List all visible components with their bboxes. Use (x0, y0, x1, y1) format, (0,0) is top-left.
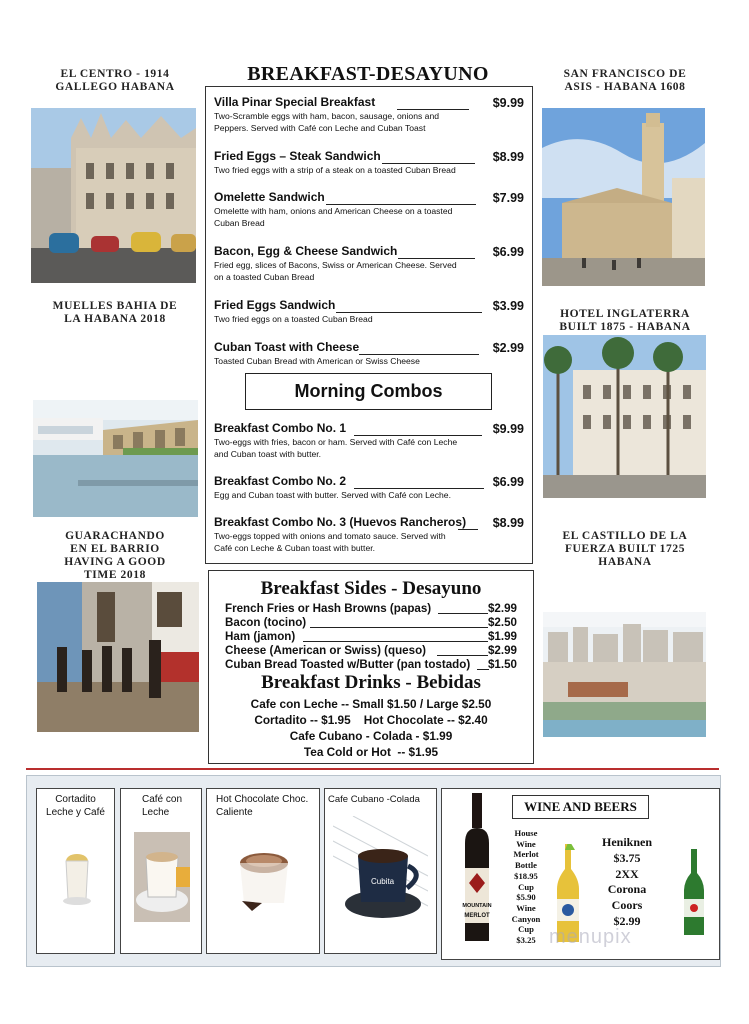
photo-el-centro (31, 108, 196, 283)
caption-line: GALLEGO HABANA (55, 81, 175, 93)
leader-line (326, 204, 476, 205)
leader-line (458, 529, 478, 530)
item-price: $3.99 (492, 299, 524, 313)
beer-line: $3.75 (613, 850, 641, 865)
item-price: $6.99 (492, 475, 524, 489)
caption-line: EL CASTILLO DE LA (562, 530, 688, 542)
leader-line (382, 163, 475, 164)
red-divider (26, 768, 719, 770)
menu-item (214, 340, 524, 368)
caption-muelles (30, 300, 200, 326)
drinks-title: Breakfast Drinks - Bebidas (261, 672, 481, 693)
mug-label: Cubita (371, 877, 395, 886)
item-price: $2.99 (492, 341, 524, 355)
photo-card-cafe-cubano (324, 788, 437, 954)
beer-price-list (592, 835, 662, 930)
cup-label: Café con Leche (142, 794, 183, 818)
wine-line: Wine (516, 838, 536, 849)
item-name: Breakfast Combo No. 1 (214, 421, 347, 435)
item-name: Cuban Toast with Cheese (214, 340, 360, 354)
wine-line: Canyon (511, 913, 541, 924)
leader-line (354, 435, 482, 436)
caption-line: TIME 2018 (84, 569, 146, 581)
caption-line: EN EL BARRIO (70, 543, 160, 555)
caption-line: LA HABANA 2018 (64, 313, 166, 325)
wine-line: $3.25 (516, 935, 536, 946)
photo-guarachando (37, 582, 199, 732)
item-price: $7.99 (492, 191, 524, 205)
side-row (225, 616, 517, 630)
leader-line (310, 627, 488, 628)
cup-label: Cafe Cubano -Colada (328, 794, 420, 805)
side-price: $2.50 (487, 616, 517, 629)
photo-card-cafe-con-leche (120, 788, 202, 954)
drink-line: Cortadito -- $1.95 Hot Chocolate -- $2.40 (254, 713, 488, 727)
caption-line: EL CENTRO - 1914 (60, 68, 170, 80)
photo-san-francisco (542, 108, 705, 286)
menu-item (214, 149, 524, 177)
leader-line (438, 613, 488, 614)
caption-line: HAVING A GOOD (64, 556, 166, 568)
caption-line: FUERZA BUILT 1725 (564, 543, 686, 555)
item-desc: Two-Scramble eggs with ham, bacon, sausage, onions and Peppers. Served with Café con Leche and Cuban Toast (214, 111, 439, 133)
item-name: Bacon, Egg & Cheese Sandwich (214, 244, 398, 258)
wine-line: Bottle (515, 860, 537, 871)
cafe-con-leche-image (134, 832, 190, 922)
side-name: Cuban Bread Toasted w/Butter (pan tostado) (225, 658, 471, 671)
combo-item (214, 474, 524, 502)
wine-line: Merlot (513, 849, 539, 860)
side-price: $2.99 (487, 644, 517, 657)
item-name: Breakfast Combo No. 2 (214, 474, 347, 488)
wine-price-list (504, 828, 548, 946)
cafe-cubano-mug-image (333, 816, 428, 936)
item-price: $8.99 (492, 516, 524, 530)
caption-line: HABANA (598, 556, 652, 568)
wine-line: Wine (516, 902, 536, 913)
wine-line: $5.90 (516, 892, 536, 903)
leader-line (336, 312, 482, 313)
wine-line: Cup (518, 924, 534, 935)
wine-line: House (514, 828, 538, 838)
caption-hotel-inglaterra (536, 308, 714, 334)
beer-line: Heniknen (601, 835, 652, 849)
wine-beers-title: WINE AND BEERS (524, 799, 637, 814)
beer-line: Coors (611, 898, 643, 913)
item-desc: Two fried eggs with a strip of a steak on a toasted Cuban Bread (214, 165, 456, 175)
side-name: Ham (jamon) (225, 630, 296, 643)
combo-item (214, 515, 524, 554)
drink-line: Tea Cold or Hot -- $1.95 (303, 745, 439, 759)
menu-item (214, 298, 524, 326)
menu-item (214, 190, 524, 229)
beer-line: 2XX (615, 866, 639, 881)
menu-item (214, 95, 524, 134)
leader-line (303, 641, 488, 642)
item-desc: Two-eggs topped with onions and tomato sauce. Served with Café con Leche & Cuban toast with butter. (214, 531, 446, 553)
caption-line: MUELLES BAHIA DE (52, 300, 178, 312)
caption-line: ASIS - HABANA 1608 (564, 81, 686, 93)
cortadito-cup-image (52, 839, 102, 929)
side-price: $1.50 (487, 658, 517, 671)
item-desc: Omelette with ham, onions and American Cheese on a toasted Cuban Bread (214, 206, 453, 228)
wine-line: $18.95 (514, 870, 538, 881)
item-name: Fried Eggs – Steak Sandwich (214, 149, 381, 163)
sides-title: Breakfast Sides - Desayuno (260, 578, 482, 599)
menu-item (214, 244, 524, 283)
item-name: Villa Pinar Special Breakfast (214, 95, 376, 109)
side-price: $1.99 (487, 630, 517, 643)
leader-line (354, 488, 484, 489)
caption-el-centro (30, 68, 200, 94)
photo-castillo (543, 612, 706, 737)
caption-guarachando (30, 530, 200, 582)
photo-hotel-inglaterra (543, 335, 706, 498)
caption-san-francisco (536, 68, 714, 94)
morning-combos-box (245, 373, 492, 410)
photo-card-hot-chocolate (206, 788, 320, 954)
bottom-strip (26, 775, 721, 967)
item-price: $6.99 (492, 245, 524, 259)
caption-line: GUARACHANDO (65, 530, 165, 542)
item-desc: Fried egg, slices of Bacons, Swiss or American Cheese. Served on a toasted Cuban Bread (214, 260, 457, 282)
cup-label: Cortadito Leche y Café (46, 794, 105, 818)
item-price: $9.99 (492, 96, 524, 110)
item-name: Omelette Sandwich (214, 190, 325, 204)
item-price: $9.99 (492, 422, 524, 436)
drink-line: Cafe Cubano - Colada - $1.99 (289, 729, 453, 743)
heineken-bottle-image (682, 849, 706, 937)
side-row (225, 602, 517, 616)
item-name: Fried Eggs Sandwich (214, 298, 336, 312)
breakfast-panel (205, 86, 533, 564)
beer-line: $2.99 (613, 913, 641, 928)
photo-card-cortadito (36, 788, 115, 954)
caption-line: SAN FRANCISCO DE (563, 68, 687, 80)
cup-label: Hot Chocolate Choc. Caliente (216, 794, 309, 818)
item-desc: Egg and Cuban toast with butter. Served with Café con Leche. (214, 490, 451, 500)
sides-drinks-panel (208, 570, 534, 764)
item-desc: Two-eggs with fries, bacon or ham. Served with Café con Leche and Cuban toast with butter. (214, 437, 458, 459)
drink-line: Cafe con Leche -- Small $1.50 / Large $2.50 (250, 697, 492, 711)
item-name: Breakfast Combo No. 3 (Huevos Rancheros) (214, 515, 467, 529)
item-desc: Toasted Cuban Bread with American or Swiss Cheese (214, 356, 420, 366)
photo-muelles (33, 400, 198, 517)
wine-line: Cup (518, 881, 534, 892)
caption-line: BUILT 1875 - HABANA (559, 321, 691, 333)
side-name: French Fries or Hash Browns (papas) (225, 602, 432, 615)
caption-line: HOTEL INGLATERRA (560, 308, 690, 320)
beer-line: Corona (607, 882, 647, 897)
side-price: $2.99 (487, 602, 517, 615)
wine-beers-title-box (512, 795, 649, 819)
merlot-bottle-image (457, 793, 497, 945)
side-row (225, 630, 517, 644)
bottle-label-line2: MERLOT (464, 913, 490, 919)
leader-line (397, 109, 469, 110)
combo-item (214, 421, 524, 460)
leader-line (437, 655, 488, 656)
watermark: menupix (549, 926, 632, 948)
side-name: Cheese (American or Swiss) (queso) (225, 644, 427, 657)
side-name: Bacon (tocino) (225, 616, 307, 629)
hot-chocolate-image (232, 841, 296, 921)
morning-combos-title: Morning Combos (294, 381, 443, 401)
side-row (225, 658, 517, 672)
bottle-label-line1: MOUNTAIN (462, 903, 492, 909)
leader-line (398, 258, 475, 259)
caption-castillo (536, 530, 714, 569)
side-row (225, 644, 517, 658)
item-desc: Two fried eggs on a toasted Cuban Bread (214, 314, 373, 324)
item-price: $8.99 (492, 150, 524, 164)
leader-line (359, 354, 479, 355)
breakfast-title: BREAKFAST-DESAYUNO (247, 63, 489, 85)
